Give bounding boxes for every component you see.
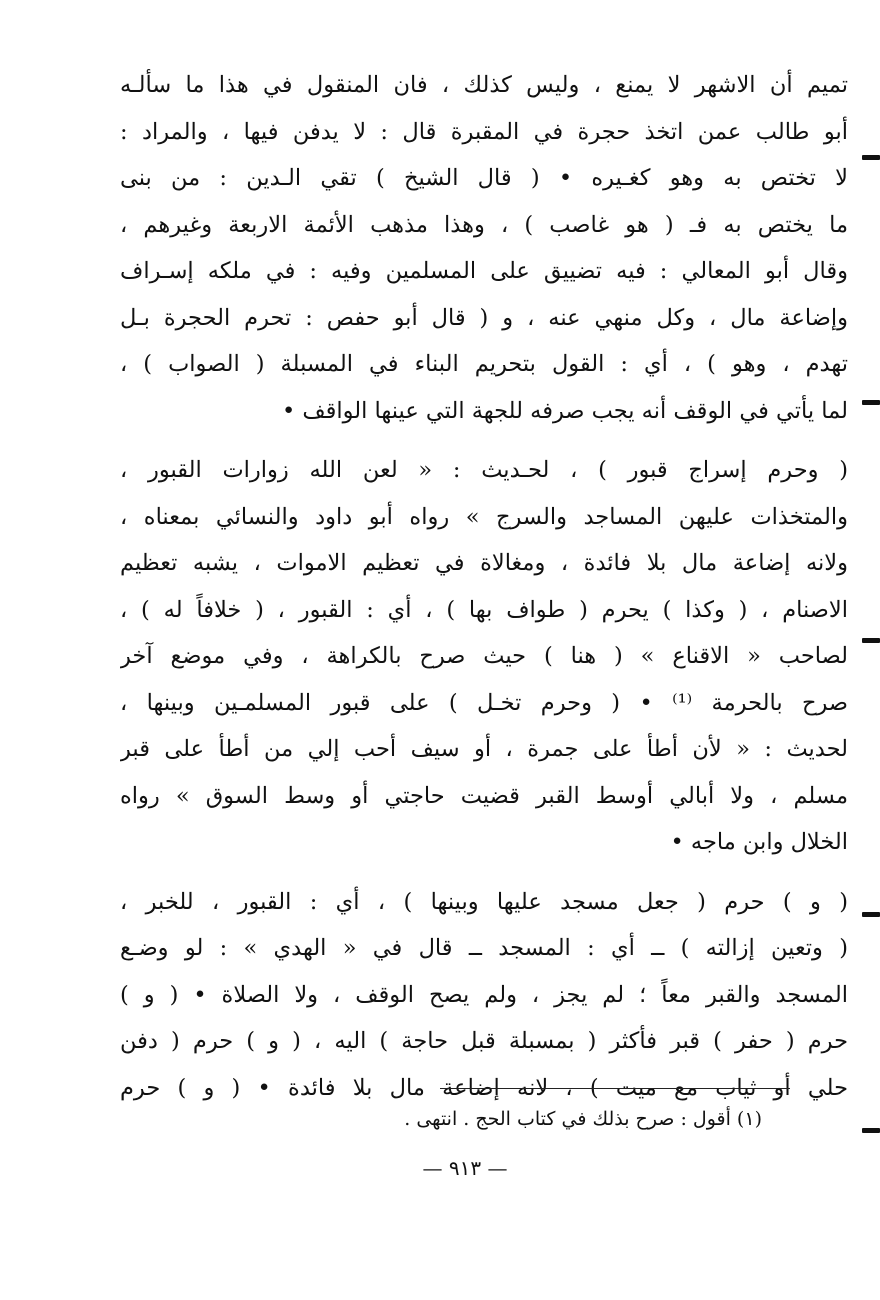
text-line: لا تختص به وهو كغـيره • ( قال الشيخ ) تقي الـدين : من بنى — [120, 165, 848, 191]
text-line: لما يأتي في الوقف أنه يجب صرفه للجهة التي عينها الواقف • — [281, 397, 848, 424]
text-line: وإضاعة مال ، وكل منهي عنه ، و ( قال أبو حفص : تحرم الحجرة بـل — [120, 304, 848, 331]
text-line: لحديث : « لأن أطأ على جمرة ، أو سيف أحب إلي من أطأ على قبر — [120, 736, 848, 762]
paragraph-gap — [120, 434, 848, 447]
footnote-separator — [440, 1088, 790, 1089]
text-line: تميم أن الاشهر لا يمنع ، وليس كذلك ، فان المنقول في هذا ما سألـه — [120, 72, 848, 98]
text-line: لصاحب « الاقناع » ( هنا ) حيث صرح بالكراهة ، وفي موضع آخر — [120, 643, 848, 669]
text-line: حلي أو ثياب مع ميت ) ، لانه إضاعة مال بلا فائدة • ( و ) حرم — [120, 1074, 848, 1101]
page-number: — ٩١٣ — — [422, 1156, 508, 1180]
margin-mark — [862, 400, 880, 405]
margin-mark — [862, 912, 880, 917]
text-line: الخلال وابن ماجه • — [670, 829, 848, 855]
text-line: صرح بالحرمة ⁽¹⁾ • ( وحرم تخـل ) على قبور المسلمـين وبينها ، — [120, 689, 848, 716]
margin-mark — [862, 155, 880, 160]
footnote: (١) أقول : صرح بذلك في كتاب الحج . انتهى . — [404, 1108, 762, 1130]
text-line: ( و ) حرم ( جعل مسجد عليها وبينها ) ، أي : القبور ، للخبر ، — [120, 888, 848, 915]
text-line: الاصنام ، ( وكذا ) يحرم ( طواف بها ) ، أي : القبور ، ( خلافاً له ) ، — [120, 596, 848, 623]
text-line: ( وحرم إسراج قبور ) ، لحـديث : « لعن الله زوارات القبور ، — [120, 457, 848, 483]
body-text — [120, 62, 848, 1111]
text-line: ( وتعين إزالته ) ــ أي : المسجد ــ قال في « الهدي » : لو وضـع — [120, 935, 848, 961]
text-line: والمتخذات عليهن المساجد والسرج » رواه أبو داود والنسائي بمعناه ، — [120, 503, 848, 530]
text-line: أبو طالب عمن اتخذ حجرة في المقبرة قال : لا يدفن فيها ، والمراد : — [120, 118, 848, 145]
text-line: مسلم ، ولا أبالي أوسط القبر قضيت حاجتي أو وسط السوق » رواه — [120, 782, 848, 809]
text-line: وقال أبو المعالي : فيه تضييق على المسلمين وفيه : في ملكه إسـراف — [120, 258, 848, 284]
text-line: ما يختص به فـ ( هو غاصب ) ، وهذا مذهب الأئمة الاربعة وغيرهم ، — [120, 211, 848, 238]
text-line: المسجد والقبر معاً ؛ لم يجز ، ولم يصح الوقف ، ولا الصلاة • ( و ) — [120, 981, 848, 1008]
margin-mark — [862, 1128, 880, 1133]
paragraph-gap — [120, 866, 848, 879]
text-line: حرم ( حفر ) قبر فأكثر ( بمسبلة قبل حاجة ) اليه ، ( و ) حرم ( دفن — [120, 1028, 848, 1054]
margin-mark — [862, 638, 880, 643]
text-line: تهدم ، وهو ) ، أي : القول بتحريم البناء في المسبلة ( الصواب ) ، — [120, 351, 848, 377]
text-line: ولانه إضاعة مال بلا فائدة ، ومغالاة في تعظيم الاموات ، يشبه تعظيم — [120, 550, 848, 576]
